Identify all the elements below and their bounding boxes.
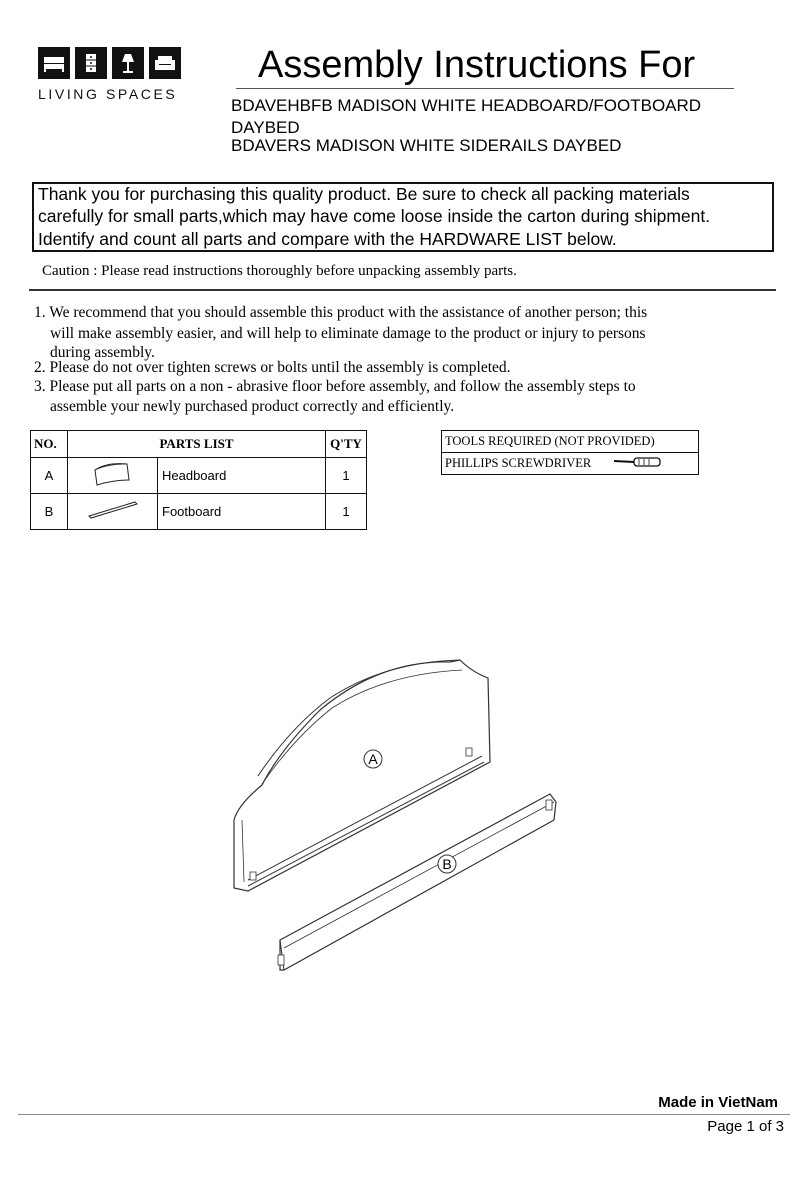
title-divider: [236, 88, 734, 89]
table-header-row: [31, 431, 367, 458]
part-name: Headboard: [158, 458, 326, 494]
headboard-thumbnail: [68, 458, 158, 494]
instruction-item: 1. We recommend that you should assemble this product with the assistance of another person; this: [34, 304, 648, 321]
tools-table: [441, 430, 699, 475]
caution-divider: [29, 289, 776, 291]
footer-divider: [18, 1114, 790, 1115]
bed-icon: [38, 47, 70, 79]
screwdriver-icon: [612, 455, 664, 473]
tools-header-row: [442, 431, 699, 453]
footboard-thumbnail: [68, 494, 158, 530]
sofa-icon: [149, 47, 181, 79]
product-line-1-cont: DAYBED: [231, 118, 300, 137]
instruction-item: will make assembly easier, and will help to eliminate damage to the product or injury to persons: [50, 325, 646, 342]
page-number: Page 1 of 3: [707, 1118, 784, 1135]
part-qty: 1: [326, 494, 367, 530]
notice-line: Thank you for purchasing this quality product. Be sure to check all packing materials: [38, 184, 690, 204]
caution-text: Caution : Please read instructions thoroughly before unpacking assembly parts.: [42, 263, 517, 279]
part-no: A: [31, 458, 68, 494]
made-in-label: Made in VietNam: [658, 1094, 778, 1111]
table-row: [31, 458, 367, 494]
callout-a-label: A: [368, 751, 378, 767]
parts-drawing: [220, 650, 570, 980]
parts-table: [30, 430, 367, 530]
lamp-icon: [112, 47, 144, 79]
page-title: Assembly Instructions For: [258, 44, 696, 86]
table-row: [31, 494, 367, 530]
brand-logo: [38, 47, 181, 79]
part-no: B: [31, 494, 68, 530]
col-header-qty: Q'TY: [326, 431, 367, 458]
callout-b-label: B: [442, 856, 452, 872]
notice-line: Identify and count all parts and compare with the HARDWARE LIST below.: [38, 229, 617, 249]
tools-item-cell: [442, 453, 699, 475]
tools-header: TOOLS REQUIRED (NOT PROVIDED): [442, 431, 699, 453]
product-line-1: BDAVEHBFB MADISON WHITE HEADBOARD/FOOTBOARD: [231, 96, 702, 115]
col-header-parts: PARTS LIST: [68, 431, 326, 458]
instruction-item: assemble your newly purchased product correctly and efficiently.: [50, 398, 455, 415]
col-header-no: NO.: [31, 431, 68, 458]
instruction-item: 2. Please do not over tighten screws or bolts until the assembly is completed.: [34, 359, 511, 376]
product-line-2: BDAVERS MADISON WHITE SIDERAILS DAYBED: [231, 136, 622, 155]
instruction-item: 3. Please put all parts on a non - abrasive floor before assembly, and follow the assembly steps to: [34, 378, 636, 395]
part-name: Footboard: [158, 494, 326, 530]
brand-name: LIVING SPACES: [38, 86, 178, 102]
tools-row: [442, 453, 699, 475]
tool-name: PHILLIPS SCREWDRIVER: [445, 455, 592, 470]
dresser-icon: [75, 47, 107, 79]
part-qty: 1: [326, 458, 367, 494]
notice-line: carefully for small parts,which may have come loose inside the carton during shipment.: [38, 206, 711, 226]
instruction-item: during assembly.: [50, 344, 155, 361]
